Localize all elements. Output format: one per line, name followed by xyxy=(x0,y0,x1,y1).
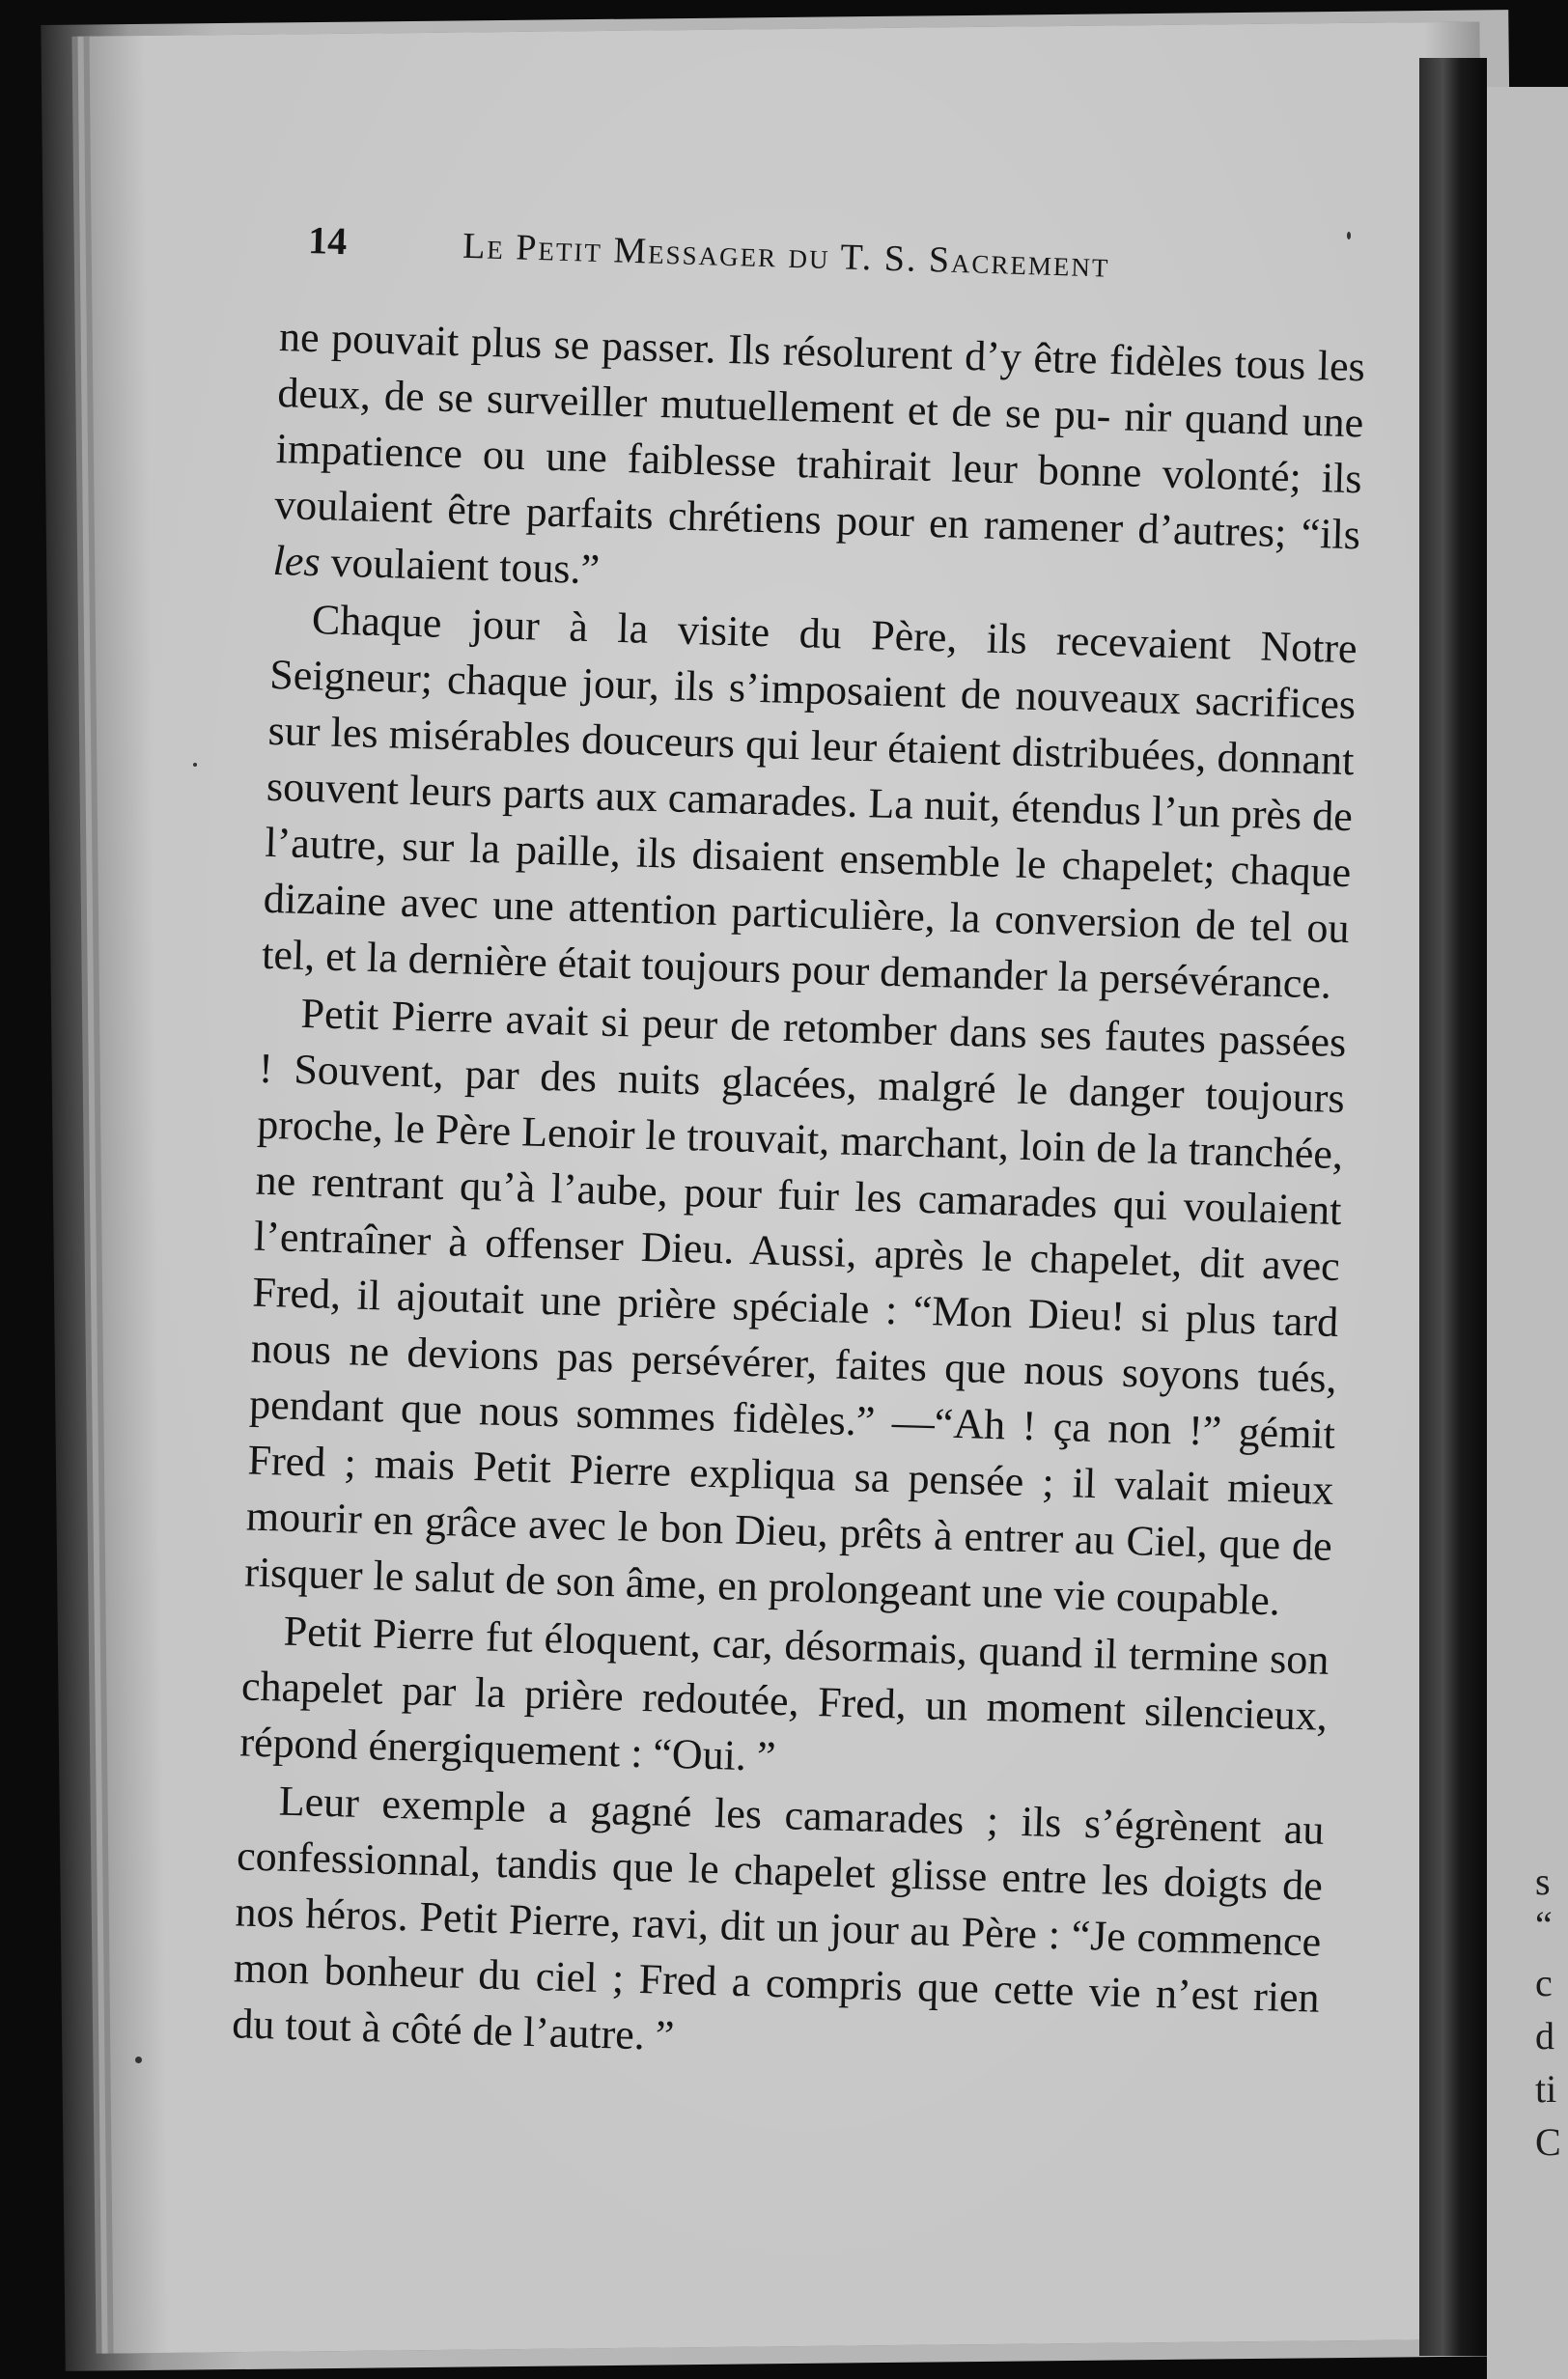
text-line: tous les deux, de se surveiller mutuellement et de se pu- xyxy=(276,339,1366,440)
paragraph: Petit Pierre fut éloquent, car, désormais, quand il termine son chapelet par la prière redoutée, Fred, un moment silencieux, répond énergiquement : “Oui. ” xyxy=(238,1607,1330,1780)
dust-speck xyxy=(1347,232,1351,239)
paragraph: Leur exemple a gagné les camarades ; ils s’égrènent au confessionnal, tandis que le chapelet glisse entre les doigts de nos héros. Petit Pierre, ravi, dit un jour au Père : “Je commence mon bonheur du ciel ; Fred a compris que cette vie n’est rien du tout à côté de l’autre. ” xyxy=(231,1777,1326,2060)
dust-speck xyxy=(193,763,197,767)
text-line: voulaient tous.” xyxy=(319,538,601,594)
facing-page-fragment: s xyxy=(1535,1860,1551,1903)
running-title: Le Petit Messager du T. S. Sacrement xyxy=(462,225,1111,286)
dust-speck xyxy=(135,2057,142,2063)
facing-page-edge xyxy=(1487,87,1568,2379)
paragraph xyxy=(272,309,1366,619)
text-line: ne pouvait plus se passer. Ils résolurent d’y être fidèles xyxy=(278,312,1236,387)
facing-page-fragment: “ xyxy=(1535,1903,1553,1946)
body-text xyxy=(232,309,1366,2083)
page-number: 14 xyxy=(307,217,348,264)
text-line: bonne volonté; ils voulaient être parfaits chrétiens pour xyxy=(273,445,1363,546)
facing-page-fragment: C xyxy=(1535,2120,1561,2164)
paragraph: Chaque jour à la visite du Père, ils recevaient Notre Seigneur; chaque jour, ils s’imposaient de nouveaux sacrifices sur les misérables douceurs qui leur étaient distribuées, donnant souvent leurs parts aux camarades. La nuit, étendus l’un près de l’autre, sur la paille, ils disaient ensemble le chapelet; chaque dizaine avec une attention particulière, la conversion de tel ou tel, et la dernière était toujours pour demander la persévérance. xyxy=(261,596,1358,1008)
paragraph: Petit Pierre avait si peur de retomber dans ses fautes passées ! Souvent, par des nuits glacées, malgré le danger toujours proche, le Père Lenoir le trouvait, marchant, loin de la tranchée, ne rentrant qu’à l’aube, pour fuir les camarades qui voulaient l’entraîner à offenser Dieu. Aussi, après le chapelet, dit avec Fred, il ajoutait une prière spéciale : “Mon Dieu! si plus tard nous ne devions pas persévérer, faites que nous soyons tués, pendant que nous sommes fidèles.” —“Ah ! ça non !” gémit Fred ; mais Petit Pierre expliqua sa pensée ; il valait mieux mourir en grâce avec le bon Dieu, prêts à entrer au Ciel, que de risquer le salut de son âme, en prolongeant une vie coupable. xyxy=(243,989,1347,1625)
book-binding xyxy=(1419,58,1487,2356)
text-line: nir quand une impatience ou une faiblesse trahirait leur xyxy=(275,392,1364,493)
text-line: en ramener d’autres; “ils xyxy=(928,498,1361,559)
facing-page-fragment: c xyxy=(1535,1961,1553,2004)
facing-page-fragment: ti xyxy=(1535,2067,1557,2111)
facing-page-fragment: d xyxy=(1535,2014,1554,2057)
italic-word: les xyxy=(272,536,322,586)
